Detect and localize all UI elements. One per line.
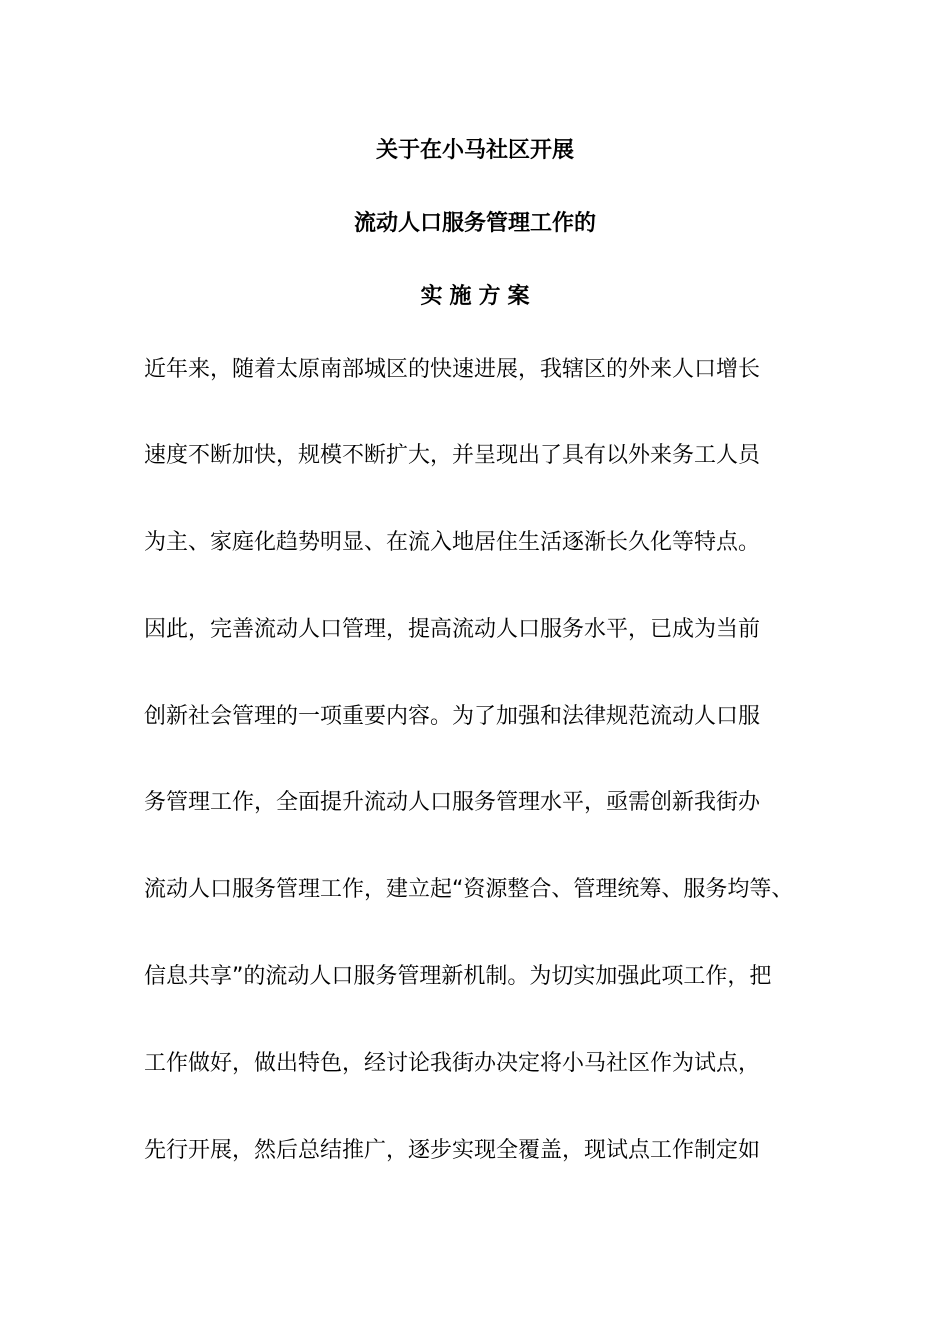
body-text-line: 务管理工作，全面提升流动人口服务管理水平，亟需创新我街办 (144, 790, 761, 815)
body-text-line: 近年来，随着太原南部城区的快速进展，我辖区的外来人口增长 (144, 357, 761, 382)
body-text-line: 信息共享”的流动人口服务管理新机制。为切实加强此项工作，把 (144, 964, 772, 989)
body-text-line: 因此，完善流动人口管理，提高流动人口服务水平，已成为当前 (144, 617, 761, 642)
document-title-line-1: 关于在小马社区开展 (375, 138, 574, 163)
document-title-line-3: 实施方案 (420, 284, 537, 309)
body-text-line: 速度不断加快，规模不断扩大，并呈现出了具有以外来务工人员 (144, 443, 761, 468)
body-text-line: 先行开展，然后总结推广，逐步实现全覆盖，现试点工作制定如 (144, 1138, 761, 1163)
body-text-line: 创新社会管理的一项重要内容。为了加强和法律规范流动人口服 (144, 704, 761, 729)
body-text-line: 流动人口服务管理工作，建立起“资源整合、管理统筹、服务均等、 (144, 877, 794, 902)
document-title-line-2: 流动人口服务管理工作的 (353, 211, 596, 236)
body-text-line: 为主、家庭化趋势明显、在流入地居住生活逐渐长久化等特点。 (144, 530, 761, 555)
body-text-line: 工作做好，做出特色，经讨论我街办决定将小马社区作为试点， (144, 1051, 761, 1076)
